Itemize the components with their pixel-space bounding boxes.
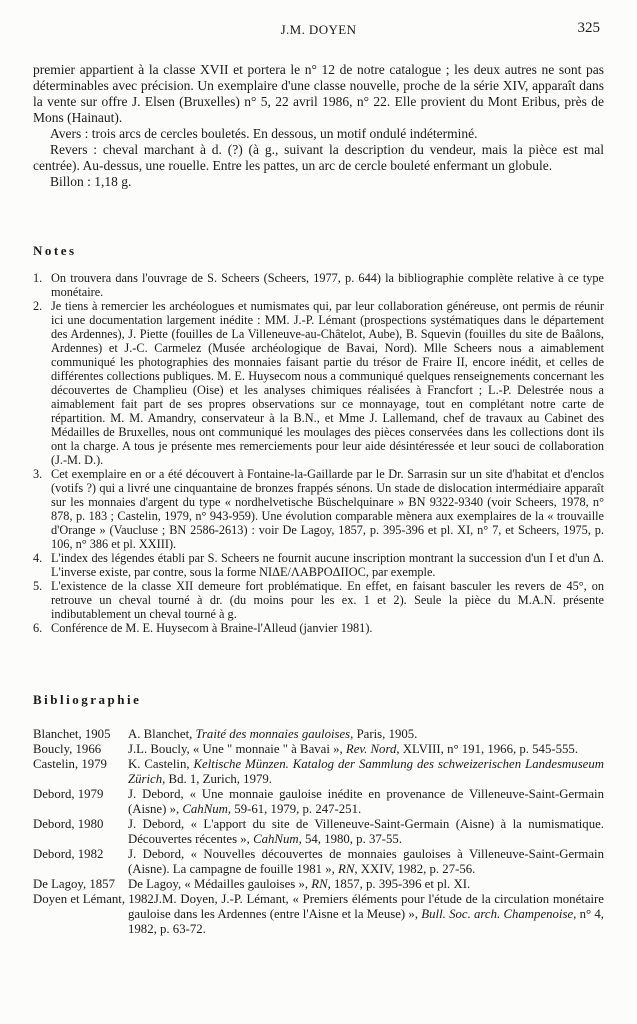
note-text: Je tiens à remercier les archéologues et numismates qui, par leur collaboration généreuse, ont permis de réunir ici une documentation largement inédite : MM. J.-P. Lémant (prospections systématiques dans le département des Ardennes), J. Piette (fouilles de La Villeneuve-au-Châtelot, Aube), B. Squevin (fouilles du site de Baâlons, Ardennes) et J.-C. Carmelez (Musée archéologique de Bavai, Nord). Mlle Scheers nous a aimablement communiqué les photographies des monnaies faisant partie du trésor de Fraire II, encore inédit, et celles de différentes collections publiques. M. E. Huysecom nous a communiqué quelques renseignements concernant les découvertes de Champlieu (Oise) et les analyses chimiques réalisées à Francfort ; L.-P. Delestrée nous a aimablement fait part de ses propres observations sur ce monnayage, tout en complétant notre carte de répartition. M. M. Amandry, conservateur à la B.N., et Mme J. Lallemand, chef de travaux au Cabinet des Médailles de Bruxelles, nous ont communiqué les moulages des pièces conservées dans les collections dont ils ont la charge. A tous je présente mes remerciements pour leur aide désintéressée et leur souci de collaboration (J.-M. D.). bbox=[51, 299, 604, 467]
bib-entry-title: RN bbox=[338, 862, 355, 876]
bib-entry-title: Traité des monnaies gauloises bbox=[195, 727, 351, 741]
bib-entry-title: RN bbox=[311, 877, 328, 891]
bib-entry-label: Debord, 1982 bbox=[33, 847, 104, 861]
bib-entry-pre: A. Blanchet, bbox=[128, 727, 196, 741]
bib-entry-post: , 1857, p. 395-396 et pl. XI. bbox=[327, 877, 471, 891]
note-number: 6. bbox=[33, 621, 43, 635]
body-text-block bbox=[33, 62, 604, 190]
notes-heading: Notes bbox=[33, 243, 77, 258]
bib-entry-pre: J.L. Boucly, « Une " monnaie " à Bavai », bbox=[128, 742, 346, 756]
bib-entry-post: , XXIV, 1982, p. 27-56. bbox=[354, 862, 476, 876]
bib-entry-label: Debord, 1980 bbox=[33, 817, 104, 831]
bibliography-entry-castelin-1979 bbox=[33, 757, 604, 787]
notes-list bbox=[33, 271, 604, 635]
note-number: 5. bbox=[33, 579, 43, 593]
bibliography-entry-doyen-lemant-1982 bbox=[33, 892, 604, 937]
note-item-2 bbox=[33, 299, 604, 467]
bib-entry-label: Castelin, 1979 bbox=[33, 757, 107, 771]
bibliography-entry-boucly-1966 bbox=[33, 742, 604, 757]
bib-entry-title: CahNum bbox=[253, 832, 299, 846]
bib-entry-post: , Bd. 1, Zurich, 1979. bbox=[162, 772, 272, 786]
bib-entry-post: , 54, 1980, p. 37-55. bbox=[298, 832, 403, 846]
revers-paragraph: Revers : cheval marchant à d. (?) (à g., suivant la description du vendeur, mais la pièce est mal centrée). Au-dessus, une rouelle. Entre les pattes, un arc de cercle bouleté enfermant un globule. bbox=[33, 142, 604, 173]
bibliography-entry-debord-1980 bbox=[33, 817, 604, 847]
bib-entry-pre: J. Debord, « Une monnaie gauloise inédite en provenance de Villeneuve-Saint-Germain (Aisne) », bbox=[128, 787, 604, 816]
note-item-6 bbox=[33, 621, 604, 635]
bib-entry-pre: J.M. Doyen, J.-P. Lémant, « Premiers éléments pour l'étude de la circulation monétaire gauloise dans les Ardennes (entre l'Aisne et la Meuse) », bbox=[128, 892, 604, 921]
note-number: 2. bbox=[33, 299, 43, 313]
note-number: 1. bbox=[33, 271, 43, 285]
note-item-1 bbox=[33, 271, 604, 299]
note-item-3 bbox=[33, 467, 604, 551]
note-text: L'index des légendes établi par S. Scheers ne fournit aucune inscription montrant la succession d'un I et d'un Δ. L'inverse existe, par contre, sous la forme NIΔE/ΛABPOΔIIOC, par exemple. bbox=[51, 551, 604, 579]
page-content bbox=[33, 62, 604, 937]
avers-paragraph: Avers : trois arcs de cercles bouletés. En dessous, un motif ondulé indéterminé. bbox=[50, 126, 478, 141]
bibliography-entry-de-lagoy-1857 bbox=[33, 877, 604, 892]
note-text: Cet exemplaire en or a été découvert à Fontaine-la-Gaillarde par le Dr. Sarrasin sur un site d'habitat et d'enclos (votifs ?) qui a livré une cinquantaine de bronzes frappés sénons. Un stade de dislocation intermédiaire apparaît sur les monnaies d'argent du type « nordhelvetische Büschelquinare » BN 9322-9340 (voir Scheers, 1978, n° 878, p. 183 ; Castelin, 1979, n° 943-959). Une évolution comparable mènera aux exemplaires de la « trouvaille d'Orange » (Vaucluse ; BN 2586-2613) : voir De Lagoy, 1857, p. 395-396 et pl. XI, n° 7, et Scheers, 1975, p. 106, n° 386 et pl. XXIII). bbox=[51, 467, 604, 551]
note-text: L'existence de la classe XII demeure fort problématique. En effet, en faisant basculer les revers de 45°, on retrouve un cheval tourné à dr. (du moins pour les ex. 1 et 2). Seule la pièce du M.A.N. présente indibutablement un cheval tourné à g. bbox=[51, 579, 604, 621]
bibliography-list bbox=[33, 727, 604, 937]
bib-entry-pre: J. Debord, « Nouvelles découvertes de monnaies gauloises à Villeneuve-Saint-Germain (Aisne). La campagne de fouille 1981 », bbox=[128, 847, 604, 876]
note-item-4 bbox=[33, 551, 604, 579]
bibliography-entry-debord-1979 bbox=[33, 787, 604, 817]
bib-entry-post: , n° 4, 1982, p. 63-72. bbox=[128, 907, 604, 936]
note-number: 4. bbox=[33, 551, 43, 565]
paragraph-continuation: premier appartient à la classe XVII et portera le n° 12 de notre catalogue ; les deux autres ne sont pas déterminables avec précision. Un exemplaire d'une classe nouvelle, proche de la série XIV, apparaît dans la vente sur offre J. Elsen (Bruxelles) n° 5, 22 avril 1986, n° 22. Elle provient du Mont Eribus, près de Mons (Hainaut). bbox=[33, 62, 604, 125]
bib-entry-label: Doyen et Lémant, 1982 bbox=[33, 892, 154, 906]
bibliography-heading: Bibliographie bbox=[33, 692, 142, 707]
bib-entry-pre: De Lagoy, « Médailles gauloises », bbox=[128, 877, 312, 891]
bib-entry-post: , 59-61, 1979, p. 247-251. bbox=[227, 802, 362, 816]
note-text: On trouvera dans l'ouvrage de S. Scheers (Scheers, 1977, p. 644) la bibliographie complète relative à ce type monétaire. bbox=[51, 271, 604, 299]
bib-entry-label: Boucly, 1966 bbox=[33, 742, 102, 756]
bib-entry-title: CahNum bbox=[182, 802, 228, 816]
page-number: 325 bbox=[577, 20, 600, 36]
bib-entry-label: Debord, 1979 bbox=[33, 787, 104, 801]
bib-entry-label: De Lagoy, 1857 bbox=[33, 877, 115, 891]
bib-entry-pre: K. Castelin, bbox=[128, 757, 194, 771]
bib-entry-title: Bull. Soc. arch. Champenoise bbox=[421, 907, 574, 921]
bib-entry-label: Blanchet, 1905 bbox=[33, 727, 111, 741]
billon-paragraph: Billon : 1,18 g. bbox=[50, 174, 132, 189]
bib-entry-title: Keltische Münzen. Katalog der Sammlung des schweizerischen Landesmuseum Zürich bbox=[128, 757, 604, 786]
bibliography-entry-debord-1982 bbox=[33, 847, 604, 877]
running-head-author: J.M. DOYEN bbox=[280, 22, 357, 37]
note-number: 3. bbox=[33, 467, 43, 481]
bib-entry-post: , Paris, 1905. bbox=[350, 727, 418, 741]
note-text: Conférence de M. E. Huysecom à Braine-l'Alleud (janvier 1981). bbox=[51, 621, 373, 635]
note-item-5 bbox=[33, 579, 604, 621]
bib-entry-title: Rev. Nord bbox=[345, 742, 397, 756]
bibliography-entry-blanchet-1905 bbox=[33, 727, 604, 742]
bib-entry-post: , XLVIII, n° 191, 1966, p. 545-555. bbox=[396, 742, 579, 756]
bib-entry-pre: J. Debord, « L'apport du site de Villeneuve-Saint-Germain (Aisne) à la numismatique. Découvertes récentes », bbox=[128, 817, 604, 846]
